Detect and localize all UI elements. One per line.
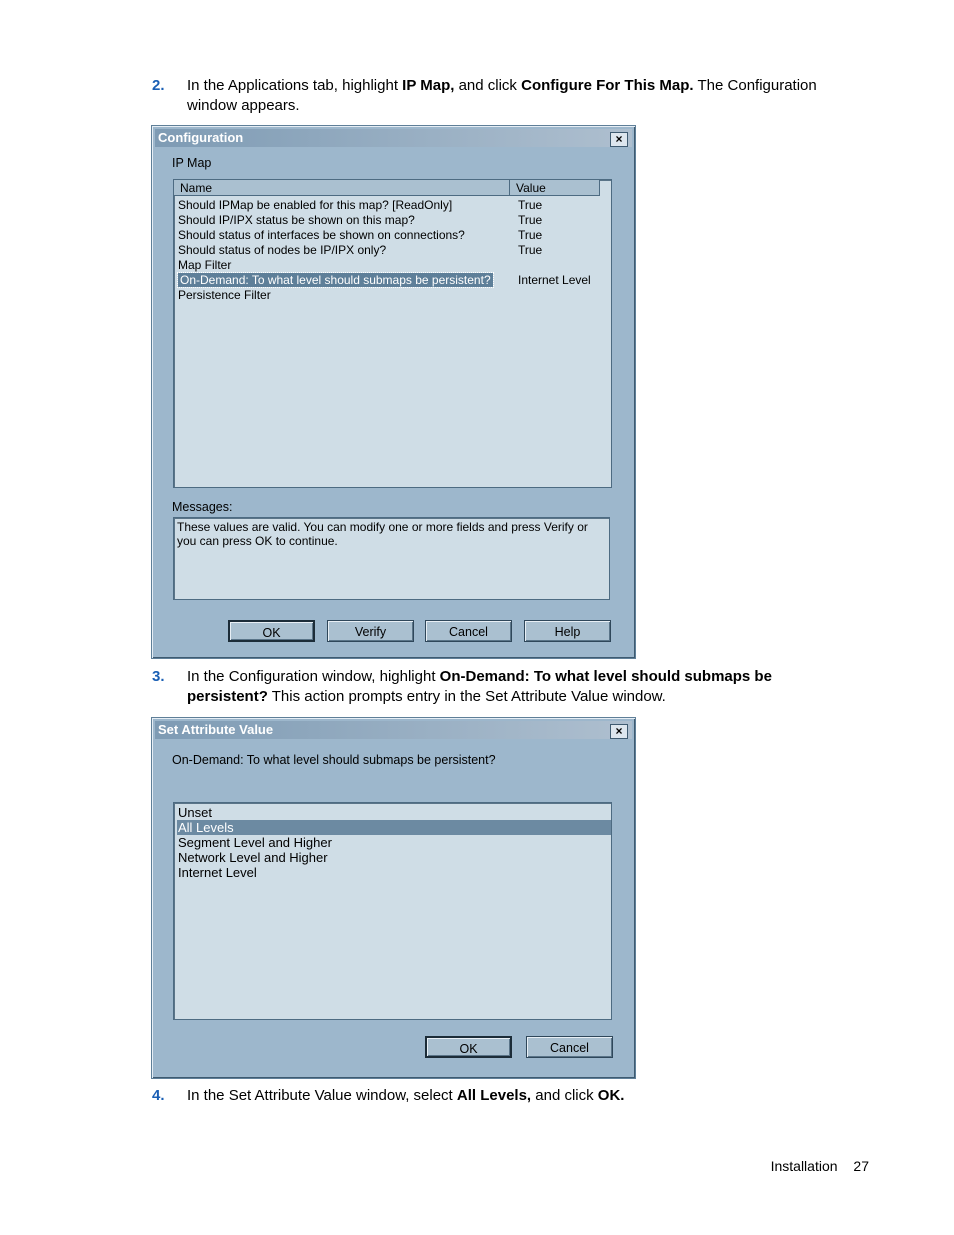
configuration-window <box>151 125 636 659</box>
attribute-name: Map Filter <box>178 258 232 272</box>
window-title: Set Attribute Value <box>158 722 274 737</box>
attribute-row[interactable] <box>178 213 415 228</box>
attribute-row-selected[interactable] <box>178 273 493 288</box>
step-text <box>187 76 852 116</box>
step-3 <box>152 667 852 707</box>
step-text <box>187 1086 852 1106</box>
set-attribute-value-window <box>151 717 636 1079</box>
verify-button[interactable]: Verify <box>327 620 414 642</box>
attribute-row[interactable] <box>178 198 452 213</box>
list-item-selected[interactable]: All Levels <box>177 820 611 835</box>
attribute-name: Should IP/IPX status be shown on this map? <box>178 213 415 227</box>
step-number: 3. <box>152 668 165 685</box>
attribute-value: Internet Level <box>518 273 591 287</box>
attribute-row[interactable] <box>178 228 465 243</box>
step-text-part: and click <box>454 77 522 94</box>
close-icon[interactable]: × <box>610 132 628 147</box>
attribute-name: On-Demand: To what level should submaps be persistent? <box>180 273 491 287</box>
attribute-value: True <box>518 198 543 212</box>
step-text <box>187 667 852 707</box>
step-text-part: In the Configuration window, highlight <box>187 668 440 685</box>
list-item[interactable]: Internet Level <box>178 865 257 880</box>
attribute-name: Should status of interfaces be shown on connections? <box>178 228 465 242</box>
messages-box <box>173 517 610 600</box>
attribute-name: Should IPMap be enabled for this map? [ReadOnly] <box>178 198 453 212</box>
window-titlebar <box>155 721 632 739</box>
cancel-button[interactable]: Cancel <box>526 1036 613 1058</box>
message-line: These values are valid. You can modify one or more fields and press Verify or <box>177 520 588 534</box>
step-number: 2. <box>152 77 165 94</box>
help-button[interactable]: Help <box>524 620 611 642</box>
step-text-bold: IP Map, <box>402 77 455 94</box>
section-label: IP Map <box>172 156 212 170</box>
value-list[interactable] <box>173 802 612 1020</box>
message-line: you can press OK to continue. <box>177 534 338 548</box>
ok-button[interactable]: OK <box>228 620 315 642</box>
step-text-part: In the Applications tab, highlight <box>187 77 403 94</box>
window-title: Configuration <box>158 130 244 145</box>
attribute-row[interactable] <box>178 288 271 303</box>
step-number: 4. <box>152 1087 165 1104</box>
prompt-label: On-Demand: To what level should submaps be persistent? <box>172 753 496 767</box>
step-text-part: and click <box>531 1087 598 1104</box>
list-item[interactable]: Unset <box>178 805 212 820</box>
step-2 <box>152 76 852 116</box>
close-icon[interactable]: × <box>610 724 628 739</box>
attribute-row[interactable] <box>178 243 386 258</box>
attribute-value: True <box>518 243 543 257</box>
cancel-button[interactable]: Cancel <box>425 620 512 642</box>
page-footer <box>771 1158 869 1174</box>
attribute-value: True <box>518 213 543 227</box>
footer-section: Installation <box>770 1158 838 1174</box>
list-item[interactable]: Network Level and Higher <box>178 850 328 865</box>
column-header-value[interactable]: Value <box>510 180 600 196</box>
attribute-list[interactable] <box>173 179 612 488</box>
step-text-part: In the Set Attribute Value window, select <box>187 1087 457 1104</box>
attribute-name: Persistence Filter <box>178 288 271 302</box>
column-header-name[interactable]: Name <box>174 180 510 196</box>
page-number: 27 <box>853 1158 869 1174</box>
messages-label: Messages: <box>172 500 233 514</box>
step-text-part: This action prompts entry in the Set Attribute Value window. <box>267 688 666 705</box>
step-text-bold: OK. <box>597 1087 625 1104</box>
step-4 <box>152 1086 852 1106</box>
attribute-value: True <box>518 228 543 242</box>
step-text-part: The Configuration window appears. <box>187 77 817 114</box>
window-titlebar <box>155 129 632 147</box>
ok-button[interactable]: OK <box>425 1036 512 1058</box>
attribute-row[interactable] <box>178 258 231 273</box>
attribute-name: Should status of nodes be IP/IPX only? <box>178 243 387 257</box>
step-text-bold: All Levels, <box>456 1087 532 1104</box>
step-text-bold: On-Demand: To what level should submaps be persistent? <box>187 668 772 705</box>
list-item[interactable]: Segment Level and Higher <box>178 835 332 850</box>
step-text-bold: Configure For This Map. <box>521 77 694 94</box>
